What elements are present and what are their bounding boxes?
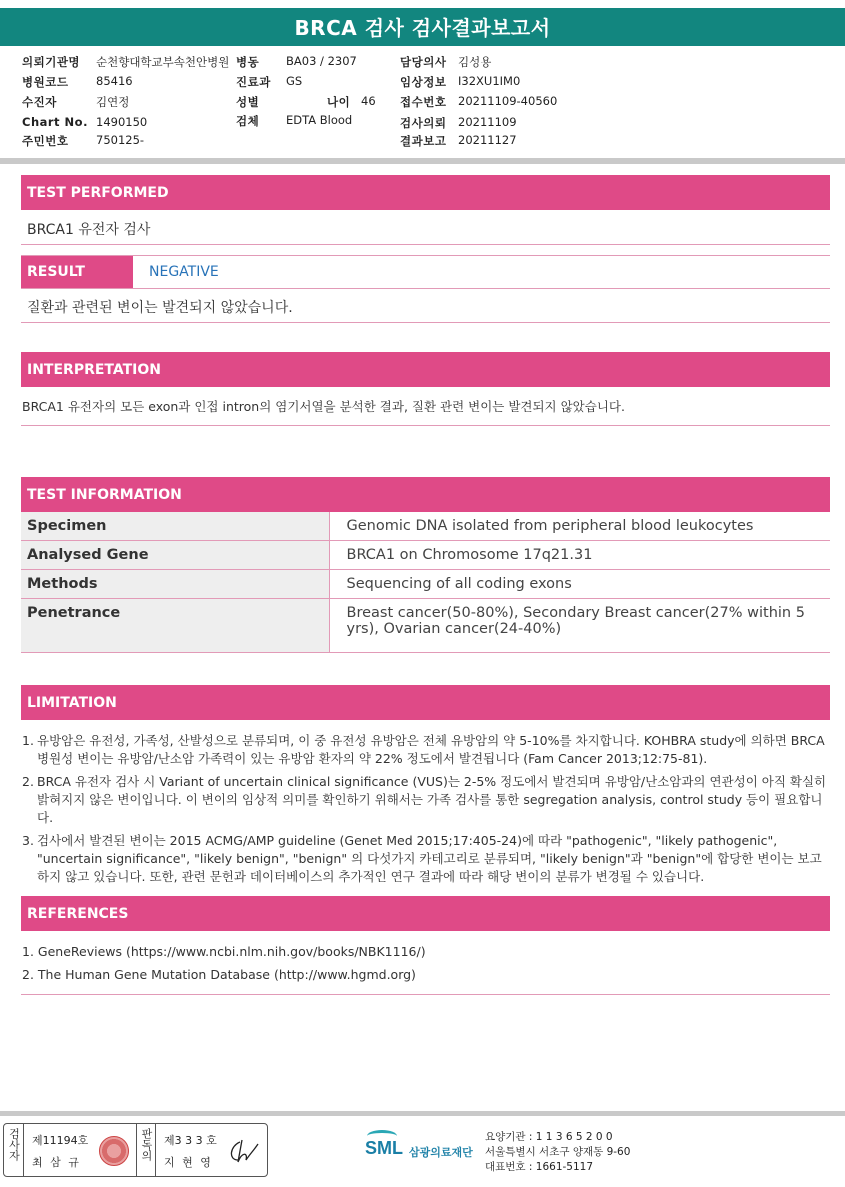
patient-value: 김연정 [96,95,130,109]
references-heading: REFERENCES [21,896,830,931]
table-row [21,541,830,570]
penetrance-value: Breast cancer(50-80%), Secondary Breast cancer(27% within 5 yrs), Ovarian cancer(24-40%) [329,599,830,653]
reception-value: 20211109-40560 [458,94,558,108]
request-value: 20211109 [458,115,517,129]
age-value: 46 [361,94,376,108]
dept-label: 진료과 [236,75,271,89]
specimen-value: Genomic DNA isolated from peripheral blood leukocytes [329,512,830,541]
chart-label: Chart No. [22,115,88,129]
age-label: 나이 [327,95,351,109]
item-number: 3. [22,833,34,848]
reviewer-no: 제3 3 3 호 [164,1134,217,1147]
test-performed-value: BRCA1 유전자 검사 [27,222,151,238]
footer-separator [0,1111,845,1116]
reviewer-label-text: 판독의 [140,1128,153,1161]
divider [21,994,830,995]
institution-label: 의뢰기관명 [22,55,81,69]
report-title: BRCA 검사 검사결과보고서 [0,8,845,46]
ward-label: 병동 [236,55,260,69]
resident-value: 750125- [96,133,145,147]
interpretation-heading: INTERPRETATION [21,352,830,387]
result-description: 질환과 관련된 변이는 발견되지 않았습니다. [27,300,293,316]
ward-value: BA03 / 2307 [286,54,357,68]
analysed-gene-key: Analysed Gene [21,541,329,570]
sex-label: 성별 [236,95,260,109]
hospital-code-value: 85416 [96,74,133,88]
org-address [485,1130,630,1175]
table-row [21,512,830,541]
test-information-table [21,512,830,653]
specimen-value: EDTA Blood [286,113,353,127]
resident-label: 주민번호 [22,134,69,148]
phone-number: 대표번호 : 1661-5117 [485,1161,594,1173]
item-text: 검사에서 발견된 변이는 2015 ACMG/AMP guideline (Genet Med 2015;17:405-24)에 따라 "pathogenic", "likely pathogenic", "uncertain significance", "likely benign", "benign" 의 다섯가지 카테고리로 분류되며, "likely benign"과 "benign"에 합당한 변이는 보고하지 않고 있습니다. 또한, 관련 문헌과 데이터베이스의 추가적인 연구 결과에 따라 해당 변이의 분류가 변경될 수 있습니다. [37,833,822,884]
table-row [21,599,830,653]
divider [21,244,830,245]
limitation-list [22,732,830,891]
examiner-name: 최 삼 규 [32,1156,81,1169]
examiner-label-text: 검사자 [7,1128,21,1161]
list-item [22,773,830,827]
specimen-label: 검체 [236,114,260,128]
result-label: RESULT [21,256,133,288]
limitation-heading: LIMITATION [21,685,830,720]
report-value: 20211127 [458,133,517,147]
clinical-value: I32XU1IM0 [458,74,521,88]
methods-value: Sequencing of all coding exons [329,570,830,599]
patient-label: 수진자 [22,95,57,109]
logo-text: SML [365,1138,403,1158]
list-item [22,832,830,886]
agency-code: 요양기관 : 1 1 3 6 5 2 0 0 [485,1131,613,1143]
penetrance-key: Penetrance [21,599,329,653]
org-name: 삼광의료재단 [409,1146,473,1159]
dept-value: GS [286,74,303,88]
signature-icon [226,1138,262,1166]
reviewer-name: 지 현 영 [164,1156,213,1169]
analysed-gene-value: BRCA1 on Chromosome 17q21.31 [329,541,830,570]
divider [21,425,830,426]
signature-box [3,1123,268,1177]
test-performed-heading: TEST PERFORMED [21,175,830,210]
result-row [21,255,830,289]
list-item [22,732,830,768]
report-label: 결과보고 [400,134,447,148]
separator-bar [0,158,845,164]
item-text: 유방암은 유전성, 가족성, 산발성으로 분류되며, 이 중 유전성 유방암은 전체 유방암의 약 5-10%를 차지합니다. KOHBRA study에 의하면 BRCA 병원성 변이는 유방암/난소암 가족력이 있는 유방암 환자의 약 22% 정도에서 발견됩니다 (Fam Cancer 2013;12:75-81). [37,733,825,766]
hospital-code-label: 병원코드 [22,75,69,89]
seal-stamp [99,1136,129,1166]
item-number: 2. [22,774,34,789]
reviewer-label [136,1124,156,1176]
doctor-value: 김성용 [458,55,492,69]
request-label: 검사의뢰 [400,116,447,130]
chart-value: 1490150 [96,115,148,129]
item-number: 1. [22,733,34,748]
doctor-label: 담당의사 [400,55,447,69]
interpretation-text: BRCA1 유전자의 모든 exon과 인접 intron의 염기서열을 분석한 결과, 질환 관련 변이는 발견되지 않았습니다. [22,399,625,414]
patient-info [22,54,832,154]
result-value: NEGATIVE [149,264,219,280]
specimen-key: Specimen [21,512,329,541]
table-row [21,570,830,599]
examiner-no: 제11194호 [32,1134,89,1147]
institution-value: 순천향대학교부속천안병원 [96,55,230,69]
reference-item: 1. GeneReviews (https://www.ncbi.nlm.nih.gov/books/NBK1116/) [22,944,426,959]
reference-item: 2. The Human Gene Mutation Database (http://www.hgmd.org) [22,967,416,982]
address-text: 서울특별시 서초구 양재동 9-60 [485,1146,631,1158]
examiner-label [4,1124,24,1176]
test-information-heading: TEST INFORMATION [21,477,830,512]
item-text: BRCA 유전자 검사 시 Variant of uncertain clinical significance (VUS)는 2-5% 정도에서 발견되며 유방암/난소암과의 연관성이 아직 확실히 밝혀지지 않은 변이입니다. 이 변이의 임상적 의미를 확인하기 위해서는 가족 검사를 통한 segregation analysis, control study 등이 필요합니다. [37,774,827,825]
reception-label: 접수번호 [400,95,447,109]
methods-key: Methods [21,570,329,599]
divider [21,322,830,323]
clinical-label: 임상정보 [400,75,447,89]
